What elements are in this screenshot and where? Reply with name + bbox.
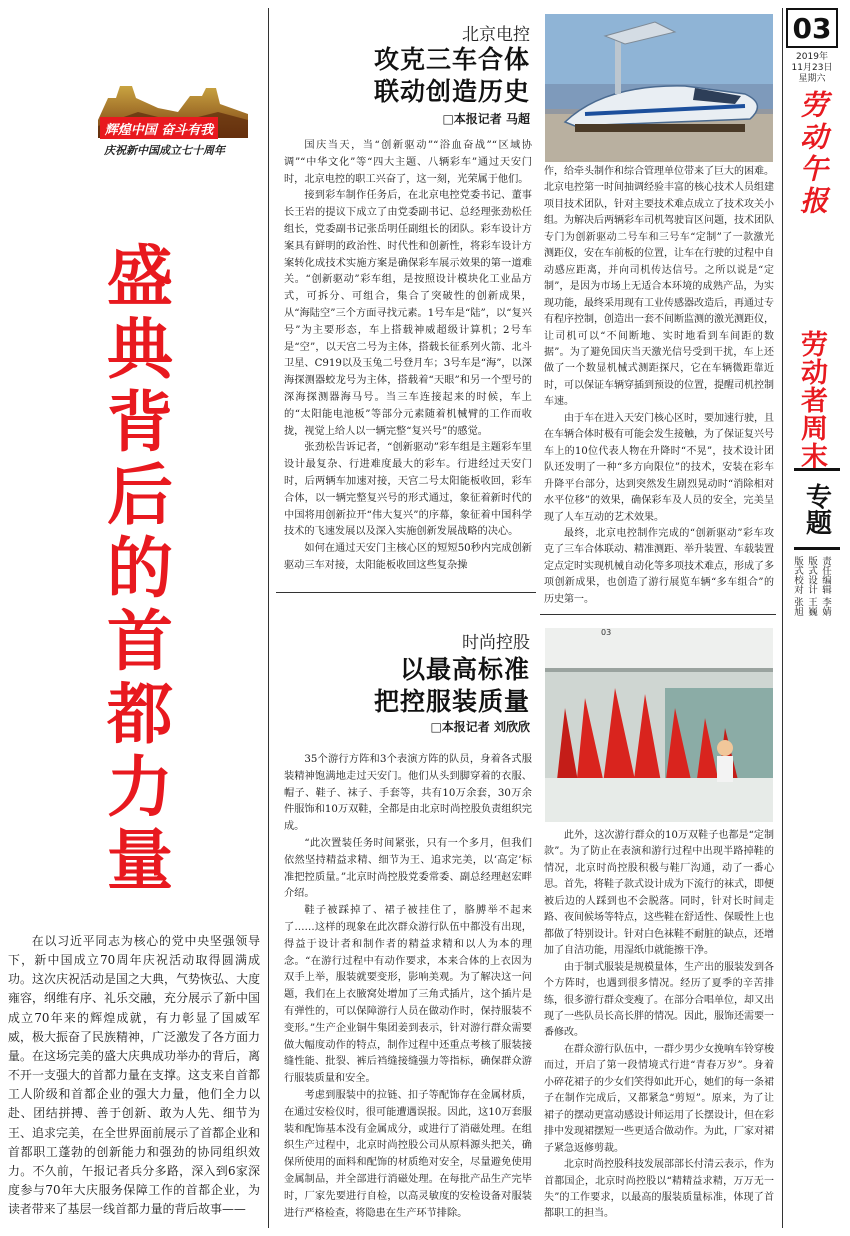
article2-paragraph: 此外，这次游行群众的10万双鞋子也都是“定制款”。为了防止在表演和游行过程中出现半路掉鞋的情况，北京时尚控股积极与鞋厂沟通，动了一番心思。首先，将鞋子款式设计成为下流行的袜式，即便被后边的人踩到也不会脱落。同时，针对长时间走路、夜间候场等特点，这些鞋在舒适性、保暖性上也都做了特别设计。针对白色袜鞋不耐脏的缺点，还增加了自洁功能，用湿纸巾就能擦干净。 [544,830,774,957]
date-day: 11月23日 [791,63,833,73]
article2-column1 [284,752,532,1222]
article1-paragraph: 张劲松告诉记者，“创新驱动”彩车组是主题彩车里设计最复杂、行进难度最大的彩车。行进经过天安门时，后两辆车加速对接，天宫二号太阳能板收回，彩车合体，以一辆完整复兴号的形式通过，象征着新时代的中国将用创新拉开“伟大复兴”的序幕，象征着中国科学技术的飞速发展以及深入实施创新发展战略的决心。 [284,442,532,538]
paper-name: 劳动午报 [796,90,829,218]
article1-kicker: 北京电控 [462,25,530,45]
banner-line1: 辉煌中国 奋斗有我 [104,122,214,138]
article2-photo-label: 03 [601,628,612,637]
section-sub: 专题 [801,483,832,535]
article2-byline: □本报记者 刘欣欣 [430,720,530,734]
left-column-rule [268,8,269,1228]
article1-title-line1: 攻克三车合体 [373,45,530,74]
article2-paragraph: 考虑到服装中的拉链、扣子等配饰存在金属材质，在通过安检仪时，很可能遭遇误报。因此，这10万套服装和配饰基本没有金属成分，或进行了消磁处理。在组织生产过程中，北京时尚控股公司从原料源头把关，确保所使用的面料和配饰的材质绝对安全，尽量避免使用金属制品，并全部进行消磁处理。在每批产品生产完毕时，厂家先要进行自检，以高灵敏度的安检设备对服装进行严格检查，将隐患在生产环节排除。 [284,1089,532,1219]
article1-column1 [284,138,532,575]
article1-title-line2: 联动创造历史 [373,77,530,106]
lead-text [8,932,260,1219]
banner-line2: 庆祝新中国成立七十周年 [104,144,225,157]
article2-column2 [544,828,774,1223]
article2-paragraph: 35个游行方阵和3个表演方阵的队员，身着各式服装精神饱满地走过天安门。他们从头到脚穿着的衣服、帽子、鞋子、袜子、手套等，共有10万余套，30万余件服饰和10万双鞋，全都是由北京时尚控股负责组织完成。 [284,754,532,833]
article1-paragraph: 最终，北京电控制作完成的“创新驱动”彩车攻克了三车合体联动、精准测距、举升装置、车载装置定点定时实现机械自动化等多项技术难点，形成了多项创新成果，也创造了游行展览车辆“多车组合”的历史第一。 [544,527,774,605]
article-separator [276,592,536,593]
article2-paragraph: 鞋子被踩掉了、裙子被挂住了，胳膊举不起来了……这样的现象在此次群众游行队伍中都没有出现，得益于设计者和制作者的精益求精和以人为本的理念。“在游行过程中有动作要求，本来合体的上衣因为双手上举，服装就要变形，影响美观。为了解决这一问题，我们在上衣腋窝处增加了三角式插片，这个插片是有弹性的，可以保障游行人员在做动作时，保持服装不变形。”生产企业铜牛集团姜到表示，针对游行群众需要做大幅度动作的特点，制作过程中还重点考核了服装接缝性能、批裂、裤后裆缝接缝强力等指标，确保群众游行服装质量和安全。 [284,905,532,1085]
page-number-box [786,8,838,48]
weekday: 星期六 [798,74,826,84]
article2-title [290,654,530,718]
article2-paragraph: 由于制式服装是规模量体，生产出的服装发到各个方阵时，也遇到很多情况。经历了夏季的辛苦排练，很多游行群众变瘦了。在部分合唱单位，却又出现了一些队员长高长胖的情况。因此，服饰还需要一番修改。 [544,961,774,1039]
editor-credit: 责任编辑 李婧 [820,556,831,617]
article2-title-line2: 把控服装质量 [373,687,530,716]
article2-photo [545,628,773,822]
article1-photo [545,14,773,162]
date-year: 2019年 [796,52,828,62]
article1-paragraph: 如何在通过天安门主核心区的短短50秒内完成创新驱动三车对接，太阳能板收回这些复杂操 [284,543,532,571]
paper-name-logo [792,90,832,240]
article2-paragraph: 北京时尚控股科技发展部部长付清云表示，作为首都国企，北京时尚控股以“精精益求精，万万无一失”的工作要求，以最高的服装质量标准，体现了首都职工的担当。 [544,1159,774,1220]
article1-byline: □本报记者 马超 [442,112,530,126]
editor-credit: 版式校对 张旭 [792,556,803,617]
article-separator-right [540,614,776,615]
float-vehicle-image [545,14,773,162]
issue-date [786,52,838,85]
article2-paragraph: “此次置装任务时间紧张，只有一个多月，但我们依然坚持精益求精、细节为王、追求完美，以‘高定’标准把控质量。”北京时尚控股党委常委、副总经理赵宏畔介绍。 [284,837,532,900]
lead-paragraph: 在以习近平同志为核心的党中央坚强领导下，新中国成立70周年庆祝活动取得圆满成功。这次庆祝活动是国之大典，气势恢弘、大度雍容，纲维有序、礼乐交融，充分展示了新中国成立70年来的辉煌成就，有力彰显了国威军威，极大振奋了民族精神，广泛激发了各方面力量。在这场完美的盛大庆典成功举办的背后，离不开一支强大的首都力量在支撑。这支来自首都工人阶级和首都企业的强大力量，他们全力以赴、团结拼搏、善于创新、敢为人先、细节为王、追求完美，在全世界面前展示了首都企业和首都职工蓬勃的创新能力和强劲的协同组织效力。不久前，午报记者兵分多路，深入到6家深度参与70年大庆服务保障工作的首都企业，为读者带来了基层一线首都力量的背后故事—— [8,934,260,1217]
section-title-text: 劳动者周末 [796,330,827,470]
article2-paragraph: 在群众游行队伍中，一群少男少女挽响车铃穿梭而过，开启了第一段情境式行进“青春万岁”。身着小碎花裙子的少女们笑得如此开心，她们的每一条裙子在制作完成后，又都紧急“剪短”。原来，为了让裙子的摆动更富动感设计师运用了长摆设计，但在彩排中发现裙摆短一些更适合做动作。为此，厂家对裙子紧急返修剪裁。 [544,1043,774,1154]
article2-kicker: 时尚控股 [462,633,530,653]
article1-title [300,44,530,108]
editor-credit: 版式设计 王巍 [806,556,817,617]
editor-credits [792,556,831,656]
section-sub-box [794,468,840,550]
right-column-rule [782,8,783,1228]
article1-paragraph: 由于车在进入天安门核心区时，要加速行驶，且在车辆合体时极有可能会发生接触，为了保证复兴号车上的10位代表人物在升降时“不晃”，技术设计团队还发明了一种“多方向限位”的技术，安装在彩车升降平台部分，达到突然发生剧烈晃动时“消除相对水平位移”的效果，确保彩车及人员的安全，完美呈现了人车互动的艺术效果。 [544,412,774,523]
article2-title-line1: 以最高标准 [399,655,530,684]
banner-line1-box [100,117,218,139]
main-title: 盛典背后的首都力量 [107,238,173,899]
page-number: 03 [792,11,832,45]
article1-paragraph: 接到彩车制作任务后，在北京电控党委书记、董事长王岩的提议下成立了由党委副书记、总经理张劲松任组长，党委副书记张岳明任副组长的团队。彩车设计方案具有鲜明的政治性、时代性和创新性，将彩车设计方案转化成技术实施方案是确保彩车展示效果的第一道难关。“创新驱动”彩车组，是按照设计模块化工业品方式，可拆分、可组合，集合了突破性的创新成果，从“海陆空”三个方面寻找元素。1号车是“陆”，以“复兴号”为主要形态，车上搭载神威超级计算机；2号车是“空”，以天宫二号为主体，搭载长征系列火箭、北斗卫星、C919以及玉兔二号登月车；3号车是“海”，以深海探测器蛟龙号为主体，搭载着“天眼”和另一个型号的深海探测器海马号。当三车连接起来的时候，车上的“太阳能电池板”等部分元素随着机械臂的工作而收拢，视觉上给人以一辆完整“复兴号”的感觉。 [284,190,532,437]
section-title [792,330,831,470]
garment-workshop-image [545,628,773,822]
article1-paragraph: 作，给牵头制作和综合管理单位带来了巨大的困难。北京电控第一时间抽调经验丰富的核心技术人员组建项目技术团队，针对主要技术难点成立了技术攻关小组。为解决后两辆彩车司机驾驶盲区问题，技术团队专门为创新驱动二号车和三号车“定制”了一款激光测距仪，安在车前板的位置，让车在行驶的过程中自动感应距离，并向司机传达信号。之所以说是“定制”，是因为市场上无适合本环境的成熟产品，为实现功能，最终采用现有工业传感器改造后，再通过专有程序控制，创造出一套不间断监测的激光测距仪，让司机可以“不间断地、实时地看到车间距的数据”。为了避免国庆当天激光信号受到干扰，车上还做了一个数显机械式测距探尺，它在车辆微距靠近时，可以保证车辆穿插到预设的位置，提醒司机控制车速。 [544,166,774,408]
article1-column2 [544,164,774,608]
article1-paragraph: 国庆当天，当“创新驱动”“浴血奋战”“区域协调”“中华文化”等“四大主题、八辆彩车”通过天安门时，北京电控的职工兴奋了，这一刻，光荣属于他们。 [284,140,532,185]
